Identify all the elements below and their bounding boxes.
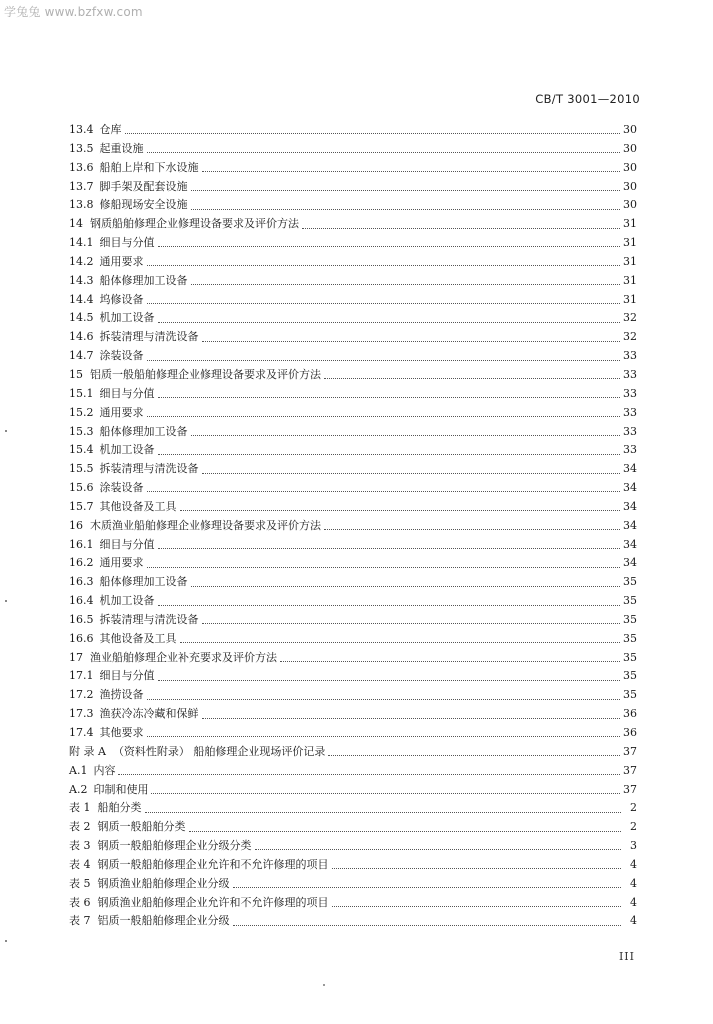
toc-entry-page: 35 xyxy=(623,669,637,683)
toc-entry[interactable] xyxy=(69,667,637,686)
toc-entry-number: 15.7 xyxy=(69,499,94,513)
toc-entry-page: 34 xyxy=(623,462,637,476)
toc-entry[interactable] xyxy=(69,554,637,573)
toc-entry-page: 36 xyxy=(623,726,637,739)
toc-entry[interactable] xyxy=(69,592,637,611)
toc-entry-page: 35 xyxy=(623,688,637,702)
dot-leader xyxy=(202,162,621,172)
toc-entry-number: 17.4 xyxy=(69,726,94,739)
toc-entry-number: A.1 xyxy=(69,763,88,777)
toc-entry[interactable] xyxy=(69,385,637,404)
dot-leader xyxy=(158,596,621,606)
toc-entry-title: 钢质渔业船舶修理企业分级 xyxy=(97,876,230,890)
toc-entry[interactable] xyxy=(69,837,637,856)
toc-entry-title: 拆装清理与清洗设备 xyxy=(99,612,199,626)
toc-entry-page: 2 xyxy=(630,801,637,815)
toc-entry-page: 31 xyxy=(623,254,637,268)
toc-entry-title: 内容 xyxy=(93,763,116,777)
dot-leader xyxy=(255,840,622,850)
toc-entry-title: 船体修理加工设备 xyxy=(99,424,188,438)
dot-leader xyxy=(158,445,621,455)
toc-entry-title: 渔捞设备 xyxy=(99,688,144,702)
dot-leader xyxy=(233,878,622,888)
toc-entry[interactable] xyxy=(69,253,637,272)
toc-entry-title: 机加工设备 xyxy=(99,594,155,608)
toc-entry[interactable] xyxy=(69,234,637,253)
toc-entry-number: 13.8 xyxy=(69,198,94,212)
toc-entry[interactable] xyxy=(69,818,637,837)
dot-leader xyxy=(145,803,622,813)
toc-entry[interactable] xyxy=(69,705,637,724)
toc-entry[interactable] xyxy=(69,423,637,442)
toc-entry[interactable] xyxy=(69,196,637,215)
toc-entry[interactable] xyxy=(69,347,637,366)
toc-entry-title: 船舶分类 xyxy=(97,801,142,815)
table-of-contents xyxy=(69,121,637,931)
toc-entry-number: 13.5 xyxy=(69,141,94,155)
toc-entry-number: 15.5 xyxy=(69,462,94,476)
toc-entry-title: 钢质一般船舶分类 xyxy=(97,820,186,834)
scan-speck xyxy=(323,984,325,986)
dot-leader xyxy=(280,652,620,662)
toc-entry-page: 4 xyxy=(630,857,637,871)
toc-entry-title: 涂装设备 xyxy=(99,349,144,363)
toc-entry-page: 33 xyxy=(623,349,637,363)
toc-entry-page: 31 xyxy=(623,217,637,231)
toc-entry[interactable] xyxy=(69,517,637,536)
toc-entry-page: 4 xyxy=(630,895,637,909)
dot-leader xyxy=(191,181,621,191)
toc-entry[interactable] xyxy=(69,856,637,875)
dot-leader xyxy=(147,727,621,737)
toc-entry-number: 表 7 xyxy=(69,914,91,928)
dot-leader xyxy=(158,671,621,681)
toc-entry-page: 2 xyxy=(630,820,637,834)
toc-entry-page: 35 xyxy=(623,631,637,645)
toc-entry-number: 14.7 xyxy=(69,349,94,363)
toc-entry[interactable] xyxy=(69,894,637,913)
toc-entry[interactable] xyxy=(69,724,637,743)
toc-entry-number: 16.4 xyxy=(69,594,94,608)
toc-entry[interactable] xyxy=(69,799,637,818)
toc-entry-number: 14.5 xyxy=(69,311,94,325)
toc-entry-title: 细目与分值 xyxy=(99,386,155,400)
toc-entry[interactable] xyxy=(69,121,637,140)
toc-entry-number: 14.2 xyxy=(69,254,94,268)
toc-entry-number: 16.1 xyxy=(69,537,94,551)
toc-entry-page: 30 xyxy=(623,160,637,174)
toc-entry[interactable] xyxy=(69,140,637,159)
dot-leader xyxy=(191,577,621,587)
toc-entry[interactable] xyxy=(69,460,637,479)
dot-leader xyxy=(191,275,621,285)
toc-entry-page: 4 xyxy=(630,876,637,890)
toc-entry-number: 15.6 xyxy=(69,481,94,495)
dot-leader xyxy=(332,897,622,907)
toc-entry-title: 钢质渔业船舶修理企业允许和不允许修理的项目 xyxy=(97,895,329,909)
toc-entry-number: A.2 xyxy=(69,782,88,796)
toc-entry-title: 印制和使用 xyxy=(93,782,149,796)
toc-entry[interactable] xyxy=(69,404,637,423)
toc-entry-number: 14.6 xyxy=(69,330,94,344)
toc-entry-page: 34 xyxy=(623,481,637,495)
toc-entry[interactable] xyxy=(69,366,637,385)
toc-entry-title: 船舶上岸和下水设施 xyxy=(99,160,199,174)
toc-entry-page: 35 xyxy=(623,650,637,664)
toc-entry-page: 34 xyxy=(623,499,637,513)
toc-entry[interactable] xyxy=(69,573,637,592)
dot-leader xyxy=(189,822,622,832)
toc-entry-page: 34 xyxy=(623,537,637,551)
toc-entry-page: 30 xyxy=(623,198,637,212)
toc-entry-title: 船体修理加工设备 xyxy=(99,575,188,589)
toc-entry-number: 16.2 xyxy=(69,556,94,570)
toc-entry[interactable] xyxy=(69,649,637,668)
dot-leader xyxy=(147,482,621,492)
toc-entry-page: 35 xyxy=(623,575,637,589)
toc-entry-title: 渔获冷冻冷藏和保鲜 xyxy=(99,707,199,721)
toc-entry-page: 33 xyxy=(623,386,637,400)
toc-entry-number: 15.1 xyxy=(69,386,94,400)
toc-entry-page: 33 xyxy=(623,443,637,457)
toc-entry-number: 15.3 xyxy=(69,424,94,438)
dot-leader xyxy=(328,746,620,756)
toc-entry-title: 细目与分值 xyxy=(99,669,155,683)
toc-entry-number: 表 5 xyxy=(69,876,91,890)
toc-entry-title: 细目与分值 xyxy=(99,537,155,551)
toc-entry-page: 4 xyxy=(630,914,637,928)
toc-entry-title: 机加工设备 xyxy=(99,443,155,457)
toc-entry-page: 37 xyxy=(623,744,637,758)
toc-entry-page: 30 xyxy=(623,141,637,155)
toc-entry[interactable] xyxy=(69,762,637,781)
toc-entry[interactable] xyxy=(69,498,637,517)
toc-entry-title: 铝质一般船舶修理企业分级 xyxy=(97,914,230,928)
dot-leader xyxy=(147,256,621,266)
dot-leader xyxy=(158,539,621,549)
toc-entry-number: 14.1 xyxy=(69,236,94,250)
toc-entry-title: 拆装清理与清洗设备 xyxy=(99,330,199,344)
dot-leader xyxy=(202,614,621,624)
toc-entry[interactable] xyxy=(69,781,637,800)
dot-leader xyxy=(202,332,621,342)
dot-leader xyxy=(191,426,621,436)
toc-entry-page: 33 xyxy=(623,405,637,419)
toc-entry-number: 16.5 xyxy=(69,612,94,626)
toc-entry-number: 16 xyxy=(69,518,83,532)
toc-entry-title: 涂装设备 xyxy=(99,481,144,495)
toc-entry[interactable] xyxy=(69,328,637,347)
toc-entry[interactable] xyxy=(69,875,637,894)
dot-leader xyxy=(147,407,621,417)
toc-entry-number: 17.2 xyxy=(69,688,94,702)
toc-entry-page: 35 xyxy=(623,612,637,626)
dot-leader xyxy=(147,294,621,304)
dot-leader xyxy=(147,351,621,361)
toc-entry-number: 表 6 xyxy=(69,895,91,909)
dot-leader xyxy=(332,859,622,869)
page-number: III xyxy=(618,950,635,963)
dot-leader xyxy=(233,916,622,926)
toc-entry-number: 14.3 xyxy=(69,273,94,287)
scan-speck xyxy=(5,430,7,432)
toc-entry-page: 30 xyxy=(623,179,637,193)
dot-leader xyxy=(125,124,621,134)
toc-entry-title: 机加工设备 xyxy=(99,311,155,325)
toc-entry-title: 船体修理加工设备 xyxy=(99,273,188,287)
toc-entry-title: 钢质一般船舶修理企业允许和不允许修理的项目 xyxy=(97,857,329,871)
toc-entry[interactable] xyxy=(69,743,637,762)
toc-entry-title: 钢质船舶修理企业修理设备要求及评价方法 xyxy=(90,217,299,231)
toc-entry-number: 16.3 xyxy=(69,575,94,589)
dot-leader xyxy=(202,464,621,474)
toc-entry-title: 修船现场安全设施 xyxy=(99,198,188,212)
toc-entry-number: 17.1 xyxy=(69,669,94,683)
toc-entry-title: 其他设备及工具 xyxy=(99,499,177,513)
toc-entry[interactable] xyxy=(69,912,637,931)
toc-entry-title: 其他设备及工具 xyxy=(99,631,177,645)
dot-leader xyxy=(180,501,621,511)
toc-entry-title: 铝质一般船舶修理企业修理设备要求及评价方法 xyxy=(90,367,321,381)
dot-leader xyxy=(158,237,621,247)
toc-entry-number: 13.4 xyxy=(69,123,94,136)
toc-entry-number: 附 录 A xyxy=(69,744,106,758)
toc-entry-number: 13.7 xyxy=(69,179,94,193)
toc-entry-page: 32 xyxy=(623,311,637,325)
toc-entry-number: 15.4 xyxy=(69,443,94,457)
toc-entry[interactable] xyxy=(69,159,637,178)
toc-entry-number: 14.4 xyxy=(69,292,94,306)
toc-entry-number: 14 xyxy=(69,217,83,231)
toc-entry-number: 15.2 xyxy=(69,405,94,419)
toc-entry-page: 34 xyxy=(623,556,637,570)
toc-entry-title: （资料性附录） 船舶修理企业现场评价记录 xyxy=(112,744,326,758)
toc-entry-title: 其他要求 xyxy=(99,726,144,739)
scan-speck xyxy=(5,940,7,942)
toc-entry-page: 31 xyxy=(623,273,637,287)
toc-entry[interactable] xyxy=(69,291,637,310)
toc-entry-title: 坞修设备 xyxy=(99,292,144,306)
standard-code: CB/T 3001—2010 xyxy=(535,92,640,106)
toc-entry-title: 钢质一般船舶修理企业分级分类 xyxy=(97,839,252,853)
toc-entry-title: 木质渔业船舶修理企业修理设备要求及评价方法 xyxy=(90,518,321,532)
toc-entry-page: 31 xyxy=(623,292,637,306)
toc-entry[interactable] xyxy=(69,630,637,649)
toc-entry[interactable] xyxy=(69,272,637,291)
toc-entry-page: 37 xyxy=(623,763,637,777)
dot-leader xyxy=(324,369,620,379)
toc-entry-number: 表 1 xyxy=(69,801,91,815)
toc-entry-title: 渔业船舶修理企业补充要求及评价方法 xyxy=(90,650,277,664)
toc-entry[interactable] xyxy=(69,441,637,460)
toc-entry-number: 17 xyxy=(69,650,83,664)
dot-leader xyxy=(158,313,621,323)
toc-entry-title: 通用要求 xyxy=(99,556,144,570)
toc-entry[interactable] xyxy=(69,215,637,234)
dot-leader xyxy=(147,690,621,700)
toc-entry-page: 35 xyxy=(623,594,637,608)
toc-entry-page: 33 xyxy=(623,424,637,438)
toc-entry-number: 16.6 xyxy=(69,631,94,645)
toc-entry-number: 13.6 xyxy=(69,160,94,174)
dot-leader xyxy=(158,388,621,398)
toc-entry-title: 仓库 xyxy=(99,123,122,136)
dot-leader xyxy=(118,765,620,775)
toc-entry-number: 表 2 xyxy=(69,820,91,834)
toc-entry-page: 31 xyxy=(623,236,637,250)
dot-leader xyxy=(324,520,620,530)
toc-entry[interactable] xyxy=(69,686,637,705)
toc-entry-number: 表 4 xyxy=(69,857,91,871)
dot-leader xyxy=(151,784,620,794)
toc-entry[interactable] xyxy=(69,536,637,555)
toc-entry[interactable] xyxy=(69,309,637,328)
dot-leader xyxy=(147,558,621,568)
dot-leader xyxy=(302,219,620,229)
toc-entry-page: 3 xyxy=(630,839,637,853)
toc-entry-page: 30 xyxy=(623,123,637,136)
toc-entry-title: 细目与分值 xyxy=(99,236,155,250)
watermark: 学兔兔 www.bzfxw.com xyxy=(4,5,143,19)
toc-entry[interactable] xyxy=(69,178,637,197)
toc-entry-title: 起重设施 xyxy=(99,141,144,155)
toc-entry-title: 脚手架及配套设施 xyxy=(99,179,188,193)
toc-entry[interactable] xyxy=(69,611,637,630)
scan-speck xyxy=(5,600,7,602)
toc-entry-page: 34 xyxy=(623,518,637,532)
toc-entry[interactable] xyxy=(69,479,637,498)
dot-leader xyxy=(147,143,621,153)
toc-entry-number: 15 xyxy=(69,367,83,381)
toc-entry-page: 37 xyxy=(623,782,637,796)
toc-entry-title: 通用要求 xyxy=(99,405,144,419)
toc-entry-number: 17.3 xyxy=(69,707,94,721)
toc-entry-page: 32 xyxy=(623,330,637,344)
dot-leader xyxy=(191,200,621,210)
dot-leader xyxy=(180,633,621,643)
toc-entry-number: 表 3 xyxy=(69,839,91,853)
toc-entry-title: 通用要求 xyxy=(99,254,144,268)
dot-leader xyxy=(202,709,621,719)
toc-entry-title: 拆装清理与清洗设备 xyxy=(99,462,199,476)
toc-entry-page: 33 xyxy=(623,367,637,381)
toc-entry-page: 36 xyxy=(623,707,637,721)
